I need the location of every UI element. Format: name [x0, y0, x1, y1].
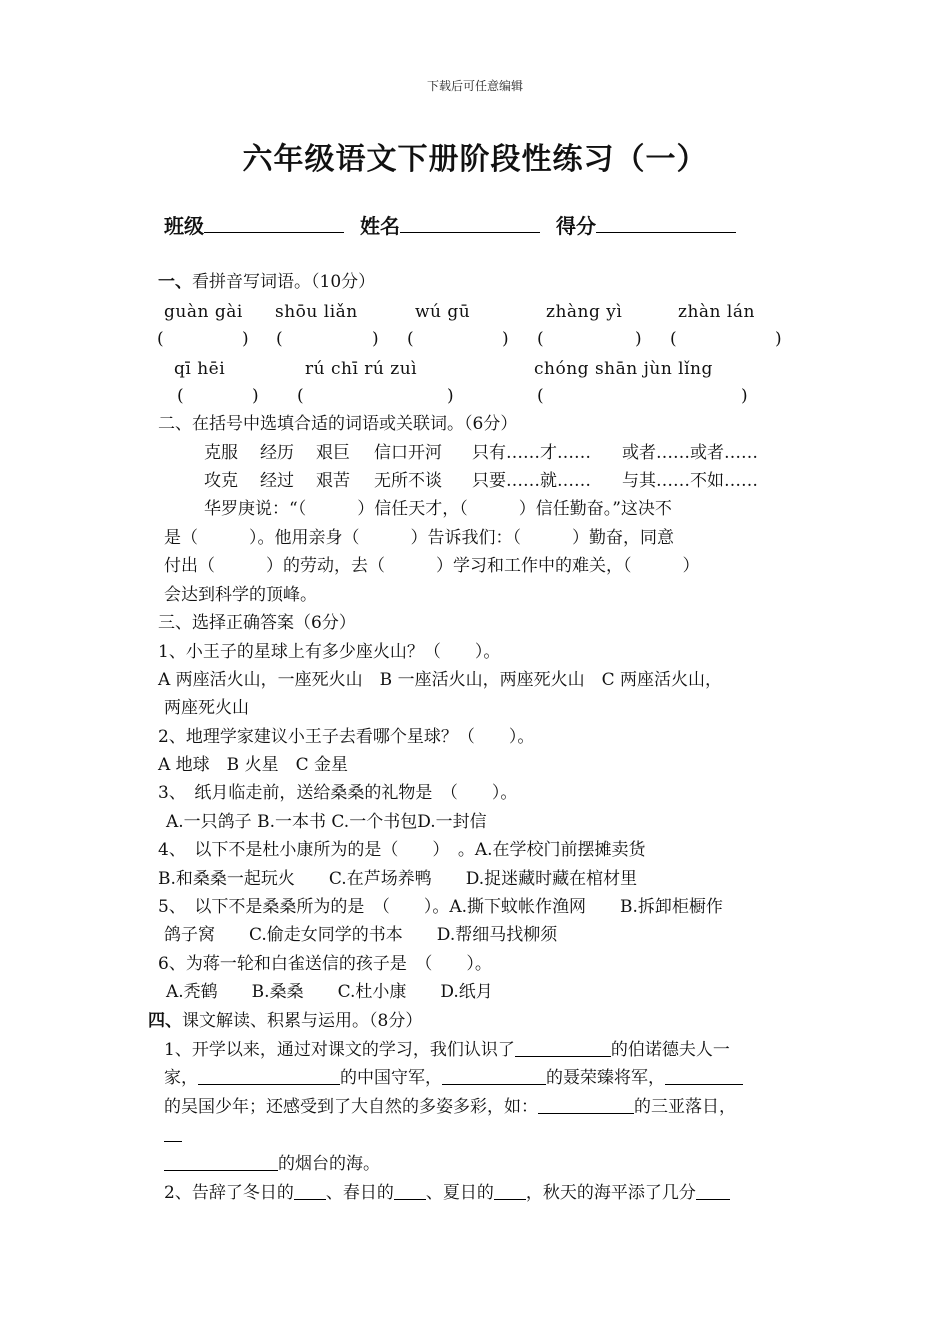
section-4-heading	[148, 1009, 422, 1033]
s4-q1-line-3	[164, 1095, 736, 1119]
s4-q1-text-b: 的伯诺德夫人一	[610, 1040, 730, 1060]
s4-q1-blank-2[interactable]	[198, 1066, 340, 1085]
s4-q1-line-1	[164, 1038, 730, 1062]
s4-q1-line-5	[164, 1152, 380, 1176]
s3-line-3: 两座死火山	[164, 698, 249, 718]
s4-q1-blank-6[interactable]	[164, 1123, 182, 1142]
name-field	[360, 212, 540, 238]
pinyin-8: chóng shān jùn lǐng	[534, 359, 713, 379]
score-blank[interactable]	[596, 212, 736, 233]
class-blank[interactable]	[204, 212, 344, 233]
passage-line-2: 是（ ）。他用亲身（ ）告诉我们：（ ）勤奋，同意	[164, 528, 674, 548]
s3-line-1: 1、小王子的星球上有多少座火山？（ ）。	[158, 642, 501, 662]
s4-q2-text-c: 、夏日的	[425, 1183, 494, 1203]
section-2-heading: 二、在括号中选填合适的词语或关联词。（6分）	[158, 414, 518, 434]
s4-q2-blank-1[interactable]	[294, 1181, 326, 1200]
pinyin-7: rú chī rú zuì	[305, 359, 418, 379]
section-4-number: 四、	[148, 1011, 182, 1031]
s4-q1-text-c: 家，	[164, 1068, 198, 1088]
s4-q2-blank-3[interactable]	[494, 1181, 526, 1200]
s3-line-10: 5、 以下不是桑桑所为的是 （ ）。A.撕下蚊帐作渔网 B.拆卸柜橱作	[158, 897, 723, 917]
header-note: 下载后可任意编辑	[426, 79, 523, 93]
pinyin-6: qī hēi	[174, 359, 226, 379]
word-bank-2-6: 与其……不如……	[622, 471, 758, 491]
word-bank-1-4: 信口开河	[374, 443, 442, 463]
bracket-8-open: (	[537, 386, 544, 406]
word-bank-2-2: 经过	[260, 471, 294, 491]
bracket-3-open: (	[407, 329, 414, 349]
s3-line-5: A 地球 B 火星 C 金星	[158, 755, 348, 775]
class-field	[164, 212, 344, 238]
pinyin-5: zhàn lán	[678, 302, 755, 322]
bracket-7-close: )	[447, 386, 454, 406]
bracket-6-open: (	[177, 386, 184, 406]
s4-q1-blank-5[interactable]	[538, 1095, 634, 1114]
s3-line-4: 2、地理学家建议小王子去看哪个星球？（ ）。	[158, 727, 535, 747]
s4-q1-blank-3[interactable]	[442, 1066, 546, 1085]
s3-line-13: A.秃鹤 B.桑桑 C.杜小康 D.纸月	[166, 982, 493, 1002]
score-field	[556, 212, 736, 238]
pinyin-4: zhàng yì	[546, 302, 623, 322]
bracket-7-open: (	[297, 386, 304, 406]
s3-line-2: A 两座活火山，一座死火山 B 一座活火山，两座死火山 C 两座活火山，	[158, 670, 722, 690]
word-bank-1-2: 经历	[260, 443, 294, 463]
bracket-4-close: )	[635, 329, 642, 349]
word-bank-2-1: 攻克	[204, 471, 238, 491]
page-title: 六年级语文下册阶段性练习（一）	[242, 142, 708, 177]
s3-line-9: B.和桑桑一起玩火 C.在芦场养鸭 D.捉迷藏时藏在棺材里	[158, 869, 638, 889]
s4-q1-text-e: 的聂荣臻将军，	[546, 1068, 665, 1088]
word-bank-1-5: 只有……才……	[472, 443, 591, 463]
section-1-number: 一、	[158, 272, 192, 292]
s4-q1-text-d: 的中国守军，	[340, 1068, 442, 1088]
section-3-heading: 三、选择正确答案（6分）	[158, 613, 356, 633]
bracket-3-close: )	[502, 329, 509, 349]
s4-q2-blank-2[interactable]	[394, 1181, 426, 1200]
section-4-title: 课文解读、积累与运用。（8分）	[182, 1011, 423, 1031]
section-1-heading	[158, 270, 375, 294]
word-bank-2-4: 无所不谈	[374, 471, 442, 491]
s4-q1-line-2	[164, 1066, 743, 1090]
bracket-1-open: (	[157, 329, 164, 349]
passage-line-4: 会达到科学的顶峰。	[164, 585, 317, 605]
word-bank-1-6: 或者……或者……	[622, 443, 758, 463]
s3-line-7: A.一只鸽子 B.一本书 C.一个书包D.一封信	[166, 812, 487, 832]
s4-q1-blank-7[interactable]	[164, 1152, 278, 1171]
score-label: 得分	[556, 214, 596, 238]
s4-q1-text-h: 的烟台的海。	[278, 1154, 380, 1174]
s4-q2-text-d: ，秋天的海平添了几分	[525, 1183, 696, 1203]
s3-line-11: 鸽子窝 C.偷走女同学的书本 D.帮细马找柳须	[164, 925, 558, 945]
word-bank-2-5: 只要……就……	[472, 471, 591, 491]
bracket-8-close: )	[741, 386, 748, 406]
class-label: 班级	[164, 214, 204, 238]
bracket-2-open: (	[276, 329, 283, 349]
pinyin-2: shōu liǎn	[275, 302, 358, 322]
s3-line-6: 3、 纸月临走前，送给桑桑的礼物是 （ ）。	[158, 783, 518, 803]
s4-q2-text-a: 2、告辞了冬日的	[164, 1183, 294, 1203]
s4-q1-text-a: 1、开学以来，通过对课文的学习，我们认识了	[164, 1040, 515, 1060]
s4-q1-blank-4[interactable]	[665, 1066, 743, 1085]
s4-q2-blank-4[interactable]	[696, 1181, 730, 1200]
pinyin-3: wú gū	[415, 302, 471, 322]
s3-line-12: 6、为蒋一轮和白雀送信的孩子是 （ ）。	[158, 954, 492, 974]
word-bank-2-3: 艰苦	[316, 471, 350, 491]
bracket-5-open: (	[670, 329, 677, 349]
bracket-2-close: )	[372, 329, 379, 349]
section-1-title: 看拼音写词语。（10分）	[192, 272, 376, 292]
word-bank-1-1: 克服	[204, 443, 238, 463]
name-blank[interactable]	[400, 212, 540, 233]
s4-q1-text-g: 的三亚落日，	[634, 1097, 736, 1117]
word-bank-1-3: 艰巨	[316, 443, 350, 463]
s4-q1-blank-1[interactable]	[515, 1038, 611, 1057]
pinyin-1: guàn gài	[164, 302, 243, 322]
s4-q2-text-b: 、春日的	[325, 1183, 394, 1203]
bracket-4-open: (	[537, 329, 544, 349]
name-label: 姓名	[360, 214, 400, 238]
s3-line-8: 4、 以下不是杜小康所为的是（ ） 。A.在学校门前摆摊卖货	[158, 840, 646, 860]
s4-q1-line-4	[164, 1123, 182, 1147]
bracket-1-close: )	[242, 329, 249, 349]
s4-q1-text-f: 的吴国少年；还感受到了大自然的多姿多彩，如：	[164, 1097, 538, 1117]
bracket-5-close: )	[775, 329, 782, 349]
s4-q2-line-1	[164, 1181, 730, 1205]
bracket-6-close: )	[252, 386, 259, 406]
passage-line-1: 华罗庚说：“（ ）信任天才，（ ）信任勤奋。”这决不	[204, 499, 672, 519]
passage-line-3: 付出（ ）的劳动，去（ ）学习和工作中的难关，（ ）	[164, 556, 700, 576]
